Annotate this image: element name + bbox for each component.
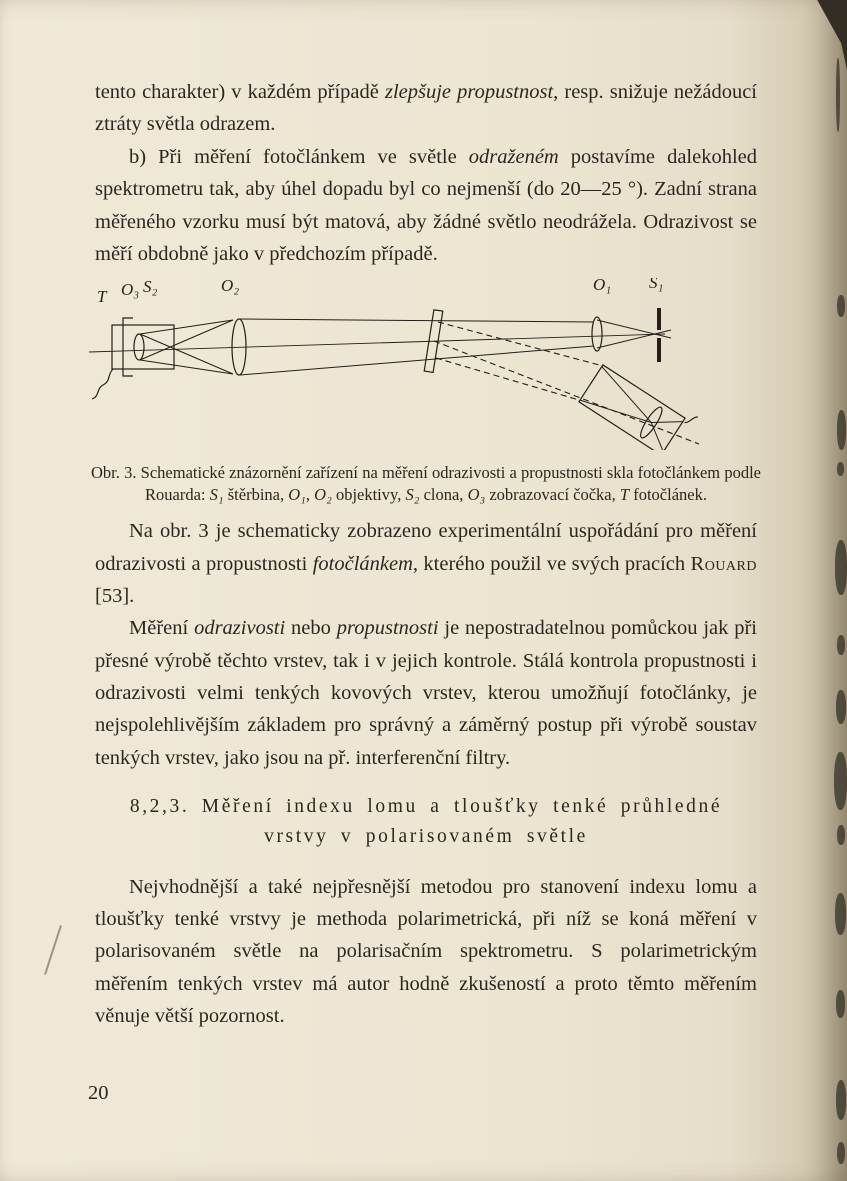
label-O1: O₁ xyxy=(593,278,612,295)
scan-artifact xyxy=(837,1142,845,1164)
lens-o1 xyxy=(592,317,602,351)
figure-caption: Obr. 3. Schematické znázornění zařízení na měření odrazivosti a propustnosti skla fotočlánkem podle Rouarda: S₁ štěrbina, O₁, O₂ objektivy, S₂ clona, O₃ zobrazovací čočka, T fotočlánek. xyxy=(91,463,761,504)
paragraph-polarimetrie: Nejvhodnější a také nejpřesnější metodou pro stanovení indexu lomu a tloušťky tenké vrstvy je methoda polarimetrická, při níž se koná měření v polarisovaném světle na polarisačním spektrometru. S polarimetrickým měřením tenkých vrstev má autor hodně zkušeností a proto těmto měřením věnuje větší pozornost. xyxy=(95,875,757,1028)
label-S2: S₂ xyxy=(143,278,158,297)
scan-artifact xyxy=(836,690,846,724)
scan-artifact xyxy=(837,295,845,317)
wire-squiggle xyxy=(92,369,113,399)
scan-artifact-corner xyxy=(799,0,847,70)
figure-optical-diagram xyxy=(87,278,765,450)
section-heading xyxy=(95,792,757,852)
scan-artifact xyxy=(835,540,847,595)
label-T: T xyxy=(97,287,107,307)
rays-left xyxy=(140,320,233,374)
telescope-tube xyxy=(576,358,702,450)
label-O2: O₂ xyxy=(221,278,240,296)
label-O3: O₃ xyxy=(121,280,140,300)
paragraph-continuation: tento charakter) v každém případě zlepšuje propustnost, resp. snižuje nežádoucí ztráty světla odrazem. xyxy=(95,81,757,136)
section-heading-line2: vrstvy v polarisovaném světle xyxy=(264,826,588,848)
section-heading-line1: 8,2,3. Měření indexu lomu a tloušťky tenké průhledné xyxy=(129,796,723,818)
photocell-assembly xyxy=(92,318,174,399)
diagram-labels xyxy=(97,278,663,306)
page-number: 20 xyxy=(88,1082,109,1104)
paragraph-obr3: Na obr. 3 je schematicky zobrazeno experimentální uspořádání pro měření odrazivosti a propustnosti fotočlánkem, kterého použil ve svých pracích Rouard [53]. xyxy=(95,520,757,607)
scan-artifact-pen-stroke xyxy=(44,925,62,975)
optical-diagram-svg xyxy=(87,278,765,450)
scan-artifact xyxy=(837,825,845,845)
beam-envelope xyxy=(240,319,594,375)
label-S1: S₁ xyxy=(649,278,664,293)
scan-artifact xyxy=(836,58,840,132)
text-column xyxy=(91,76,761,1032)
lens-o3 xyxy=(134,334,144,360)
scan-artifact xyxy=(834,752,847,810)
scan-artifact xyxy=(835,893,846,935)
scan-artifact xyxy=(837,462,844,476)
tube-squiggle-top xyxy=(685,413,698,427)
scan-artifact xyxy=(836,990,845,1018)
scan-artifact xyxy=(836,1080,846,1120)
paragraph-mereni: Měření odrazivosti nebo propustnosti je nepostradatelnou pomůckou jak při přesné výrobě těchto vrstev, tak i v jejich kontrole. Stálá kontrola propustnosti i odrazivosti velmi tenkých kovových vrstev, kterou umožňují fotočlánky, je nejspolehlivějším základem pro správný a záměrný postup při výrobě soustav tenkých vrstev, jako jsou na př. interferenční filtry. xyxy=(95,617,757,769)
scan-artifact xyxy=(837,410,846,450)
scan-artifact xyxy=(837,635,845,655)
paragraph-method-b: b) Při měření fotočlánkem ve světle odraženém postavíme dalekohled spektrometru tak, aby úhel dopadu byl co nejmenší (do 20—25 °). Zadní strana měřeného vzorku musí být matová, aby žádné světlo neodrážela. Odrazivost se měří obdobně jako v předchozím případě. xyxy=(95,145,758,265)
